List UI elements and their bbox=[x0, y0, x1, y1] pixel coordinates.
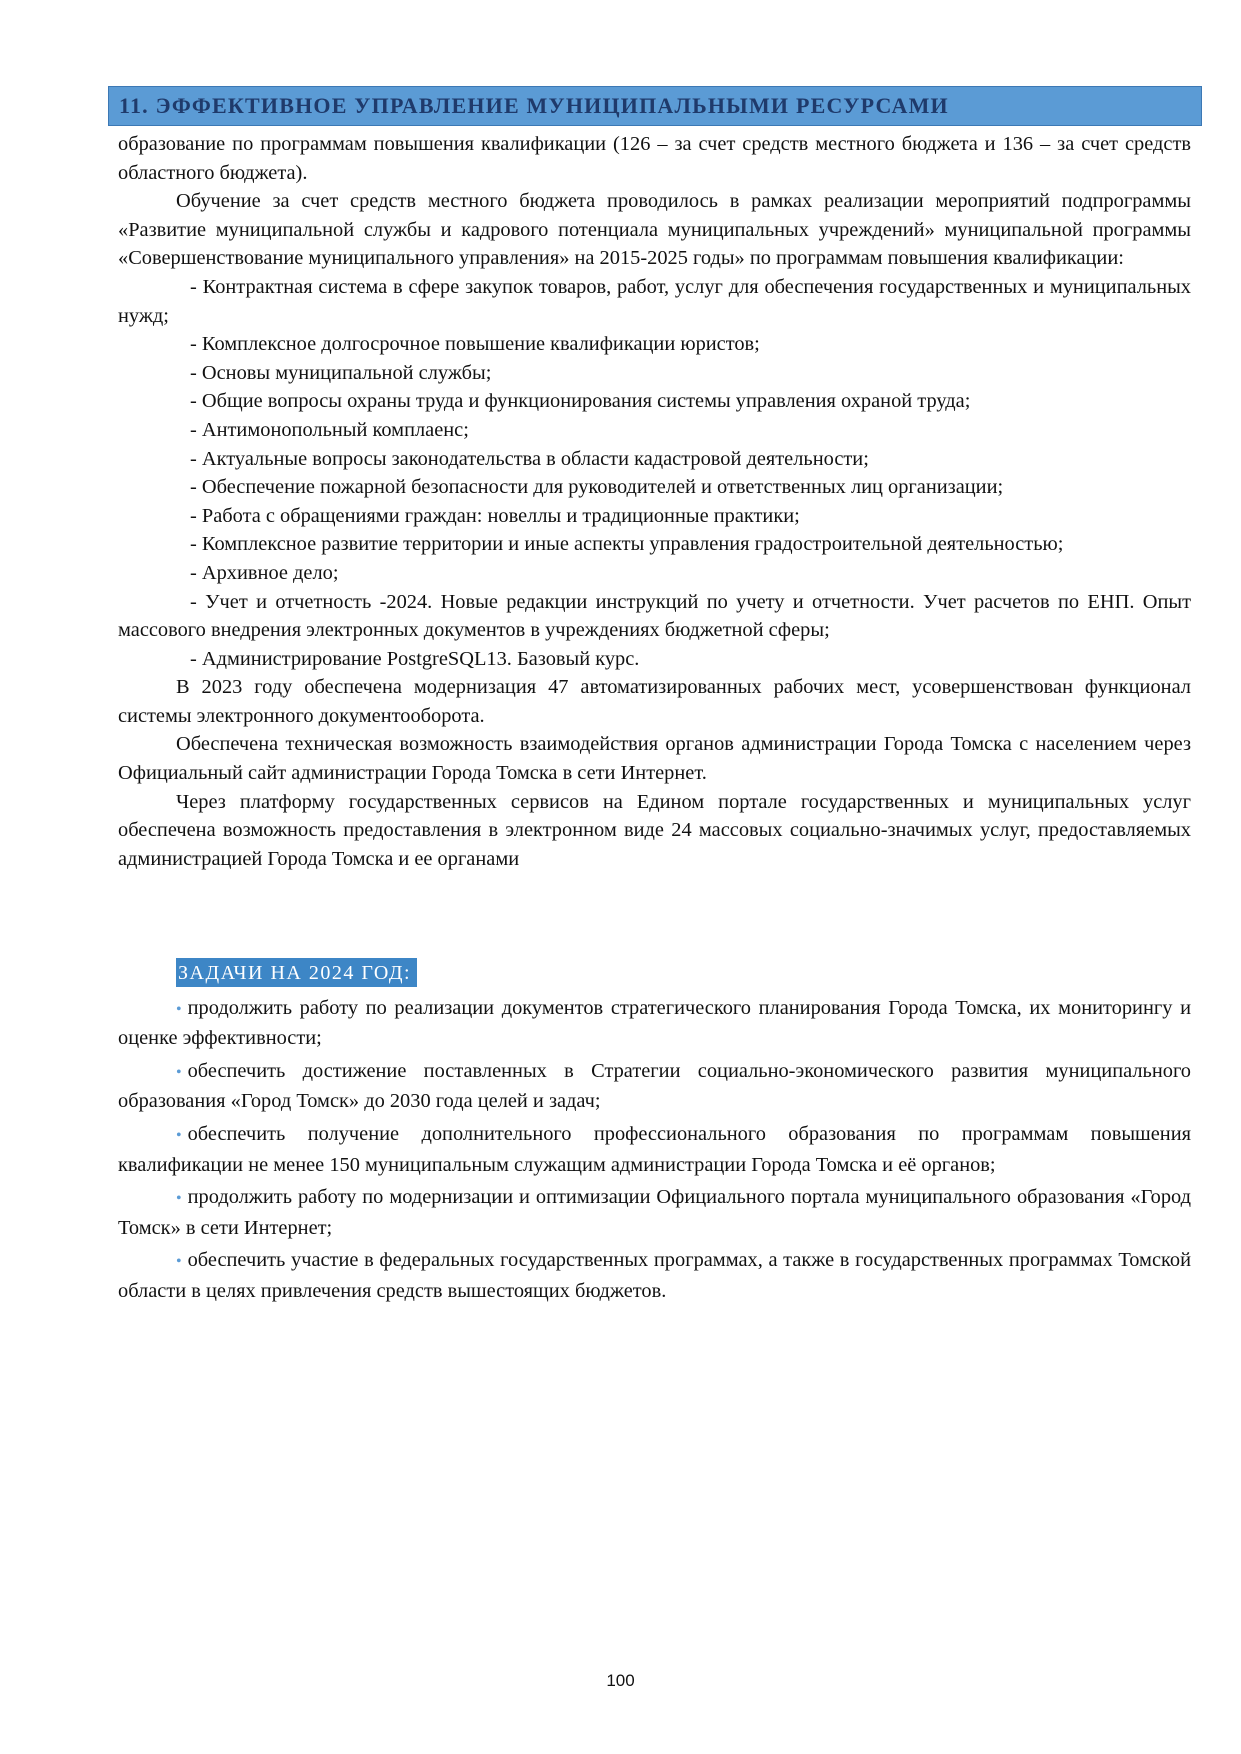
main-text bbox=[118, 130, 1191, 873]
paragraph: образование по программам повышения квалификации (126 – за счет средств местного бюджета и 136 – за счет средств областного бюджета). bbox=[118, 133, 1191, 184]
course-item: - Комплексное долгосрочное повышение квалификации юристов; bbox=[190, 333, 760, 356]
course-item: - Администрирование PostgreSQL13. Базовый курс. bbox=[190, 647, 640, 670]
course-item: - Основы муниципальной службы; bbox=[190, 361, 492, 384]
course-item: - Работа с обращениями граждан: новеллы и традиционные практики; bbox=[190, 504, 800, 527]
course-item: - Актуальные вопросы законодательства в области кадастровой деятельности; bbox=[190, 447, 869, 470]
task-text: обеспечить получение дополнительного профессионального образования по программам повышения квалификации не менее 150 муниципальным служащим администрации Города Томска и её органов; bbox=[118, 1122, 1191, 1176]
course-item: - Учет и отчетность -2024. Новые редакции инструкций по учету и отчетности. Учет расчетов по ЕНП. Опыт массового внедрения электронных документов в учреждениях бюджетной сферы; bbox=[118, 590, 1191, 642]
section-title: 11. ЭФФЕКТИВНОЕ УПРАВЛЕНИЕ МУНИЦИПАЛЬНЫМИ РЕСУРСАМИ bbox=[119, 93, 949, 118]
section-header-bar bbox=[108, 86, 1202, 126]
tasks-section bbox=[118, 958, 1191, 1310]
page-number: 100 bbox=[606, 1671, 635, 1690]
paragraph: В 2023 году обеспечена модернизация 47 автоматизированных рабочих мест, усовершенствован функционал системы электронного документооборота. bbox=[118, 676, 1191, 727]
course-item: - Комплексное развитие территории и иные аспекты управления градостроительной деятельностью; bbox=[190, 533, 1064, 556]
task-text: продолжить работу по модернизации и оптимизации Официального портала муниципального образования «Город Томск» в сети Интернет; bbox=[118, 1186, 1191, 1239]
course-item: - Архивное дело; bbox=[190, 561, 339, 584]
paragraph: Обеспечена техническая возможность взаимодействия органов администрации Города Томска с населением через Официальный сайт администрации Города Томска в сети Интернет. bbox=[118, 733, 1191, 785]
bullet-icon: • bbox=[176, 1253, 182, 1271]
bullet-icon: • bbox=[176, 1126, 182, 1144]
task-item bbox=[118, 1120, 1191, 1179]
task-list bbox=[118, 994, 1191, 1306]
course-item: - Антимонопольный комплаенс; bbox=[190, 418, 469, 441]
task-item bbox=[118, 1057, 1191, 1116]
task-text: продолжить работу по реализации документов стратегического планирования Города Томска, их мониторингу и оценке эффективности; bbox=[118, 996, 1191, 1050]
task-text: обеспечить достижение поставленных в Стратегии социально-экономического развития муниципального образования «Город Томск» до 2030 года целей и задач; bbox=[118, 1059, 1191, 1113]
course-item: - Обеспечение пожарной безопасности для руководителей и ответственных лиц организации; bbox=[190, 476, 1004, 499]
paragraph: Через платформу государственных сервисов на Едином портале государственных и муниципальных услуг обеспечена возможность предоставления в электронном виде 24 массовых социально-значимых услуг, предоставляемых администрацией Города Томска и ее органами bbox=[118, 790, 1191, 870]
course-item: - Общие вопросы охраны труда и функционирования системы управления охраной труда; bbox=[190, 390, 971, 413]
bullet-icon: • bbox=[176, 1190, 182, 1208]
task-item bbox=[118, 1246, 1191, 1305]
paragraph: Обучение за счет средств местного бюджета проводилось в рамках реализации мероприятий подпрограммы «Развитие муниципальной службы и кадрового потенциала муниципальных учреждений» муниципальной программы «Совершенствование муниципального управления» на 2015-2025 годы» по программам повышения квалификации: bbox=[118, 190, 1191, 270]
task-item bbox=[118, 1183, 1191, 1242]
task-item bbox=[118, 994, 1191, 1053]
course-item: - Контрактная система в сфере закупок товаров, работ, услуг для обеспечения государственных и муниципальных нужд; bbox=[118, 275, 1191, 327]
tasks-heading: ЗАДАЧИ НА 2024 ГОД: bbox=[176, 958, 417, 987]
bullet-icon: • bbox=[176, 1000, 182, 1018]
task-text: обеспечить участие в федеральных государственных программах, а также в государственных программах Томской области в целях привлечения средств вышестоящих бюджетов. bbox=[118, 1249, 1191, 1302]
bullet-icon: • bbox=[176, 1063, 182, 1081]
